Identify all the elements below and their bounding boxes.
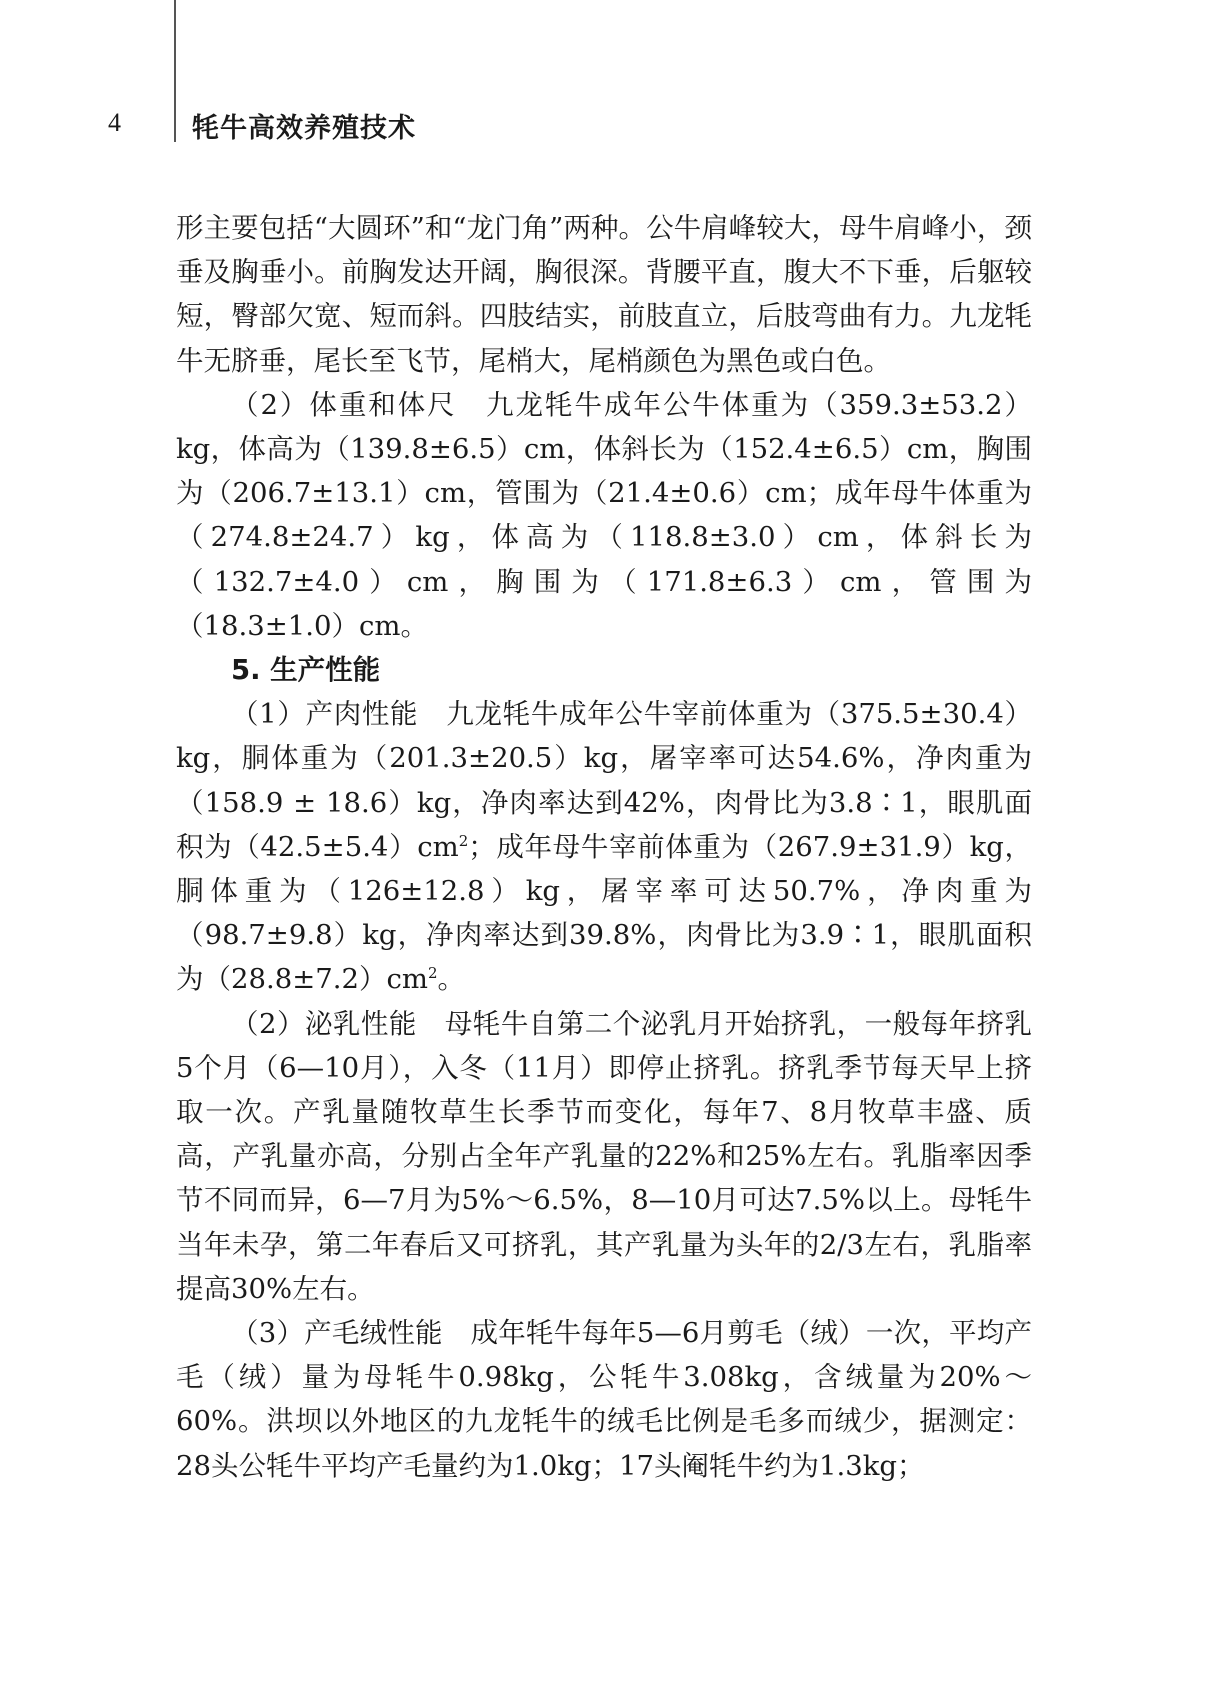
header-vertical-rule: [174, 0, 176, 142]
superscript-2: 2: [428, 964, 438, 983]
page-number: 4: [108, 108, 121, 137]
superscript-2: 2: [458, 831, 469, 850]
section-heading-production: 5. 生产性能: [231, 654, 381, 687]
running-header-title: 牦牛高效养殖技术: [192, 113, 416, 144]
meat-text-part-3: 。: [437, 963, 466, 996]
page-body: [176, 206, 1032, 1488]
meat-text-part-2: ；成年母牛宰前体重为（267.9±31.9）kg，胴体重为（126±12.8）kg，屠宰率可达50.7%，净肉重为（98.7±9.8）kg，净肉率达到39.8%，肉骨比为3.9∶1，眼肌面积为（28.8±7.2）cm: [176, 830, 1032, 996]
paragraph-wool: （3）产毛绒性能 成年牦牛每年5—6月剪毛（绒）一次，平均产毛（绒）量为母牦牛0.98kg，公牦牛3.08kg，含绒量为20%～60%。洪坝以外地区的九龙牦牛的绒毛比例是毛多而绒少，据测定：28头公牦牛平均产毛量约为1.0kg；17头阉牦牛约为1.3kg；: [176, 1317, 1032, 1482]
paragraph-body-size: （2）体重和体尺 九龙牦牛成年公牛体重为（359.3±53.2）kg，体高为（139.8±6.5）cm，体斜长为（152.4±6.5）cm，胸围为（206.7±13.1）cm，管围为（21.4±0.6）cm；成年母牛体重为（274.8±24.7）kg，体高为（118.8±3.0）cm，体斜长为（132.7±4.0）cm，胸围为（171.8±6.3）cm，管围为（18.3±1.0）cm。: [176, 388, 1032, 642]
paragraph-appearance: 形主要包括“大圆环”和“龙门角”两种。公牛肩峰较大，母牛肩峰小，颈垂及胸垂小。前胸发达开阔，胸很深。背腰平直，腹大不下垂，后躯较短，臀部欠宽、短而斜。四肢结实，前肢直立，后肢弯曲有力。九龙牦牛无脐垂，尾长至飞节，尾梢大，尾梢颜色为黑色或白色。: [176, 212, 1032, 377]
paragraph-lactation: （2）泌乳性能 母牦牛自第二个泌乳月开始挤乳，一般每年挤乳5个月（6—10月），入冬（11月）即停止挤乳。挤乳季节每天早上挤取一次。产乳量随牧草生长季节而变化，每年7、8月牧草丰盛、质高，产乳量亦高，分别占全年产乳量的22%和25%左右。乳脂率因季节不同而异，6—7月为5%～6.5%，8—10月可达7.5%以上。母牦牛当年未孕，第二年春后又可挤乳，其产乳量为头年的2/3左右，乳脂率提高30%左右。: [176, 1007, 1032, 1305]
meat-text-part-1: （1）产肉性能 九龙牦牛成年公牛宰前体重为（375.5±30.4）kg，胴体重为（201.3±20.5）kg，屠宰率可达54.6%，净肉重为（158.9 ± 18.6）kg，净肉率达到42%，肉骨比为3.8∶1，眼肌面积为（42.5±5.4）cm: [176, 698, 1032, 863]
paragraph-meat-performance: [176, 692, 1032, 1001]
